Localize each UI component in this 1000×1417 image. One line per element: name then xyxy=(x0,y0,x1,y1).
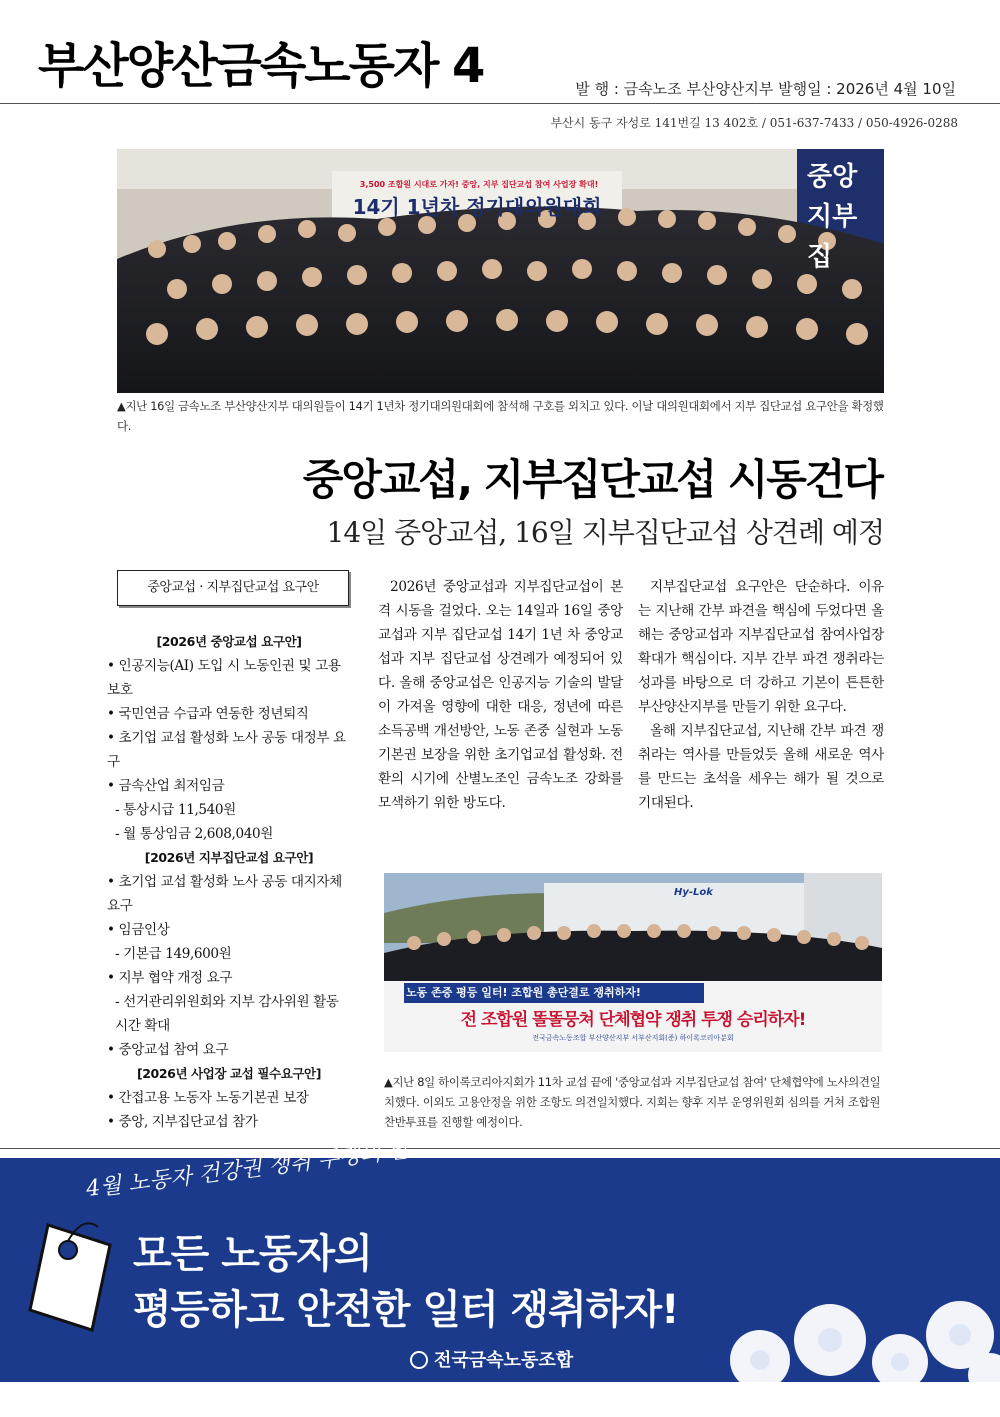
masthead-title: 부산양산금속노동자 4 xyxy=(38,38,484,94)
article-paragraph: 지부집단교섭 요구안은 단순하다. 이유는 지난해 간부 파견을 핵심에 두었다면 올해는 중앙교섭과 지부집단교섭 참여사업장 확대가 핵심이다. 지부 간부 파견 쟁취라는 성과를 바탕으로 더 강하고 기본이 튼튼한 부산양산지부를 만들기 위한 요구다. xyxy=(638,579,884,715)
photo2-caption: ▲지난 8일 하이록코리아지회가 11차 교섭 끝에 '중앙교섭과 지부집단교섭 참여' 단체협약에 노사의견일치했다. 이외도 고용안정을 위한 조항도 의견일치했다. 지회는 향후 지부 운영위원회 심의를 거쳐 조합원 찬반투표를 진행할 예정이다. xyxy=(384,1075,881,1129)
photo2-banner-top: 노동 존중 평등 일터! 조합원 총단결로 쟁취하자! xyxy=(406,986,641,999)
demand-subitem: - 월 통상임금 2,608,040원 xyxy=(115,826,273,842)
article-subheadline: 14일 중앙교섭, 16일 지부집단교섭 상견례 예정 xyxy=(326,516,884,549)
footer-divider xyxy=(0,1148,1000,1149)
demands-box-title: 중앙교섭 · 지부집단교섭 요구안 xyxy=(117,570,349,606)
article-column-1 xyxy=(378,575,623,815)
photo-delegates-meeting xyxy=(117,149,884,393)
masthead-publication-info: 발 행 : 금속노조 부산양산지부 발행일 : 2026년 4월 10일 xyxy=(575,80,956,98)
photo2-banner-footer: 전국금속노동조합 부산양산지부 서부산지회(준) 하이록코리아분회 xyxy=(532,1034,734,1042)
union-logo-icon xyxy=(410,1351,428,1369)
photo1-banner-big: 14기 1년차 정기대의원대회 xyxy=(352,195,602,219)
masthead-address: 부산시 동구 자성로 141번길 13 402호 / 051-637-7433 / 050-4926-0288 xyxy=(550,116,958,130)
photo-hylok-rally xyxy=(384,873,882,1052)
demand-item: • 국민연금 수급과 연동한 정년퇴직 xyxy=(107,706,309,722)
demand-item: • 초기업 교섭 활성화 노사 공동 대정부 요구 xyxy=(107,730,346,770)
photo1-banner-small: 3,500 조합원 시대로 가자! 중앙, 지부 집단교섭 참여 사업장 확대! xyxy=(359,180,599,189)
photo2-company-sign: Hy-Lok xyxy=(674,887,713,898)
campaign-slogan-line1: 모든 노동자의 xyxy=(133,1231,372,1277)
tag-illustration-icon xyxy=(28,1215,120,1337)
demands-list xyxy=(107,630,351,1134)
demand-item: • 간접고용 노동자 노동기본권 보장 xyxy=(107,1090,309,1106)
demands-heading-branch: [2026년 지부집단교섭 요구안] xyxy=(144,850,314,865)
demands-heading-workplace: [2026년 사업장 교섭 필수요구안] xyxy=(136,1066,322,1081)
photo2-banner-main: 전 조합원 똘똘뭉쳐 단체협약 쟁취 투쟁 승리하자! xyxy=(460,1010,806,1030)
demands-heading-central: [2026년 중앙교섭 요구안] xyxy=(156,634,302,649)
demand-subitem: - 통상시급 11,540원 xyxy=(115,802,236,818)
demand-item: • 중앙교섭 참여 요구 xyxy=(107,1042,229,1058)
chrysanthemum-icon xyxy=(700,1290,1000,1382)
demand-item: • 인공지능(AI) 도입 시 노동인권 및 고용 보호 xyxy=(107,658,341,698)
demand-item: • 중앙, 지부집단교섭 참가 xyxy=(107,1114,258,1130)
demand-item: • 금속산업 최저임금 xyxy=(107,778,225,794)
demand-item: • 초기업 교섭 활성화 노사 공동 대지자체 요구 xyxy=(107,874,342,914)
photo1-side-banner: 중앙 지부집 xyxy=(807,162,858,272)
demand-item: • 지부 협약 개정 요구 xyxy=(107,970,233,986)
article-headline: 중앙교섭, 지부집단교섭 시동건다 xyxy=(302,455,882,504)
photo1-caption: ▲지난 16일 금속노조 부산양산지부 대의원들이 14기 1년차 정기대의원대회에 참석해 구호를 외치고 있다. 이날 대의원대회에서 지부 집단교섭 요구안을 확정했다. xyxy=(117,399,884,433)
union-name-text: 전국금속노동조합 xyxy=(434,1350,574,1371)
campaign-script-title: 4월 노동자 건강권 쟁취 투쟁의 달 xyxy=(84,1137,411,1203)
campaign-slogan-line2: 평등하고 안전한 일터 쟁취하자! xyxy=(133,1287,679,1333)
demand-subitem: - 선거관리위원회와 지부 감사위원 활동시간 확대 xyxy=(115,994,339,1034)
demand-subitem: - 기본급 149,600원 xyxy=(115,946,232,962)
header-divider xyxy=(0,103,1000,104)
union-name xyxy=(410,1346,573,1372)
article-paragraph: 2026년 중앙교섭과 지부집단교섭이 본격 시동을 걸었다. 오는 14일과 16일 중앙교섭과 지부 집단교섭 14기 1년 차 중앙교섭과 지부 집단교섭 상견례가 예정되어 있다. 올해 중앙교섭은 인공지능 기술의 발달이 가져올 영향에 대한 대응, 정년에 따른 소득공백 개선방안, 노동 존중 실현과 노동기본권 보장을 위한 초기업교섭 활성화. 전환의 시기에 산별노조인 금속노조 강화를 모색하기 위한 방도다. xyxy=(378,579,623,811)
article-paragraph: 올해 지부집단교섭, 지난해 간부 파견 쟁취라는 역사를 만들었듯 올해 새로운 역사를 만드는 초석을 세우는 해가 될 것으로 기대된다. xyxy=(638,723,884,811)
demand-item: • 임금인상 xyxy=(107,922,170,938)
article-column-2 xyxy=(638,575,884,815)
